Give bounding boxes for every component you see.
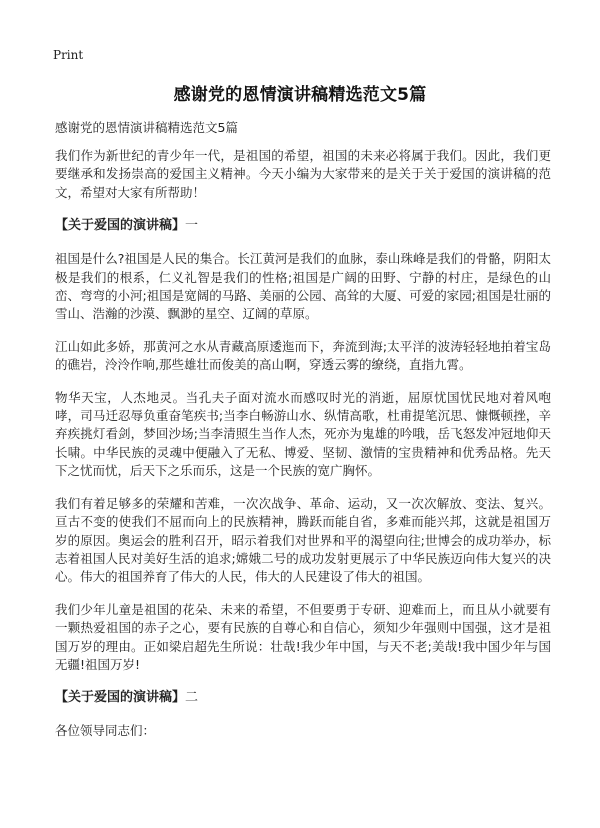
closing-line: 各位领导同志们：: [55, 723, 156, 739]
section-heading-2: [55, 688, 551, 708]
body-paragraph: 江山如此多娇，那黄河之水从青藏高原逶迤而下，奔流到海;太平洋的波涛轻轻地拍着宝岛的礁岩，泠泠作响,那些雄壮而俊美的高山啊，穿透云雾的缭绕，直指九霄。: [55, 338, 551, 373]
body-paragraph: 我们有着足够多的荣耀和苦难，一次次战争、革命、运动，又一次次解放、变法、复兴。亘古不变的使我们不屈而向上的民族精神，腾跃而能自省，多难而能兴邦，这就是祖国万岁的原因。奥运会的胜利召开，昭示着我们对世界和平的渴望向往;世博会的成功举办，标志着祖国人民对美好生活的追求;嫦娥二号的成功发射更展示了中华民族迈向伟大复兴的决心。伟大的祖国养育了伟大的人民，伟大的人民建设了伟大的祖国。: [55, 495, 551, 585]
section-heading-label: 【关于爱国的演讲稿】: [55, 218, 186, 234]
section-heading-number: 二: [185, 690, 199, 706]
document-body: [55, 118, 551, 755]
page-title: 感谢党的恩情演讲稿精选范文5篇: [173, 85, 427, 105]
section-heading-label: 【关于爱国的演讲稿】: [55, 690, 186, 706]
body-paragraph: 祖国是什么?祖国是人民的集合。长江黄河是我们的血脉，泰山珠峰是我们的骨骼，阴阳太极是我们的根系，仁义礼智是我们的性格;祖国是广阔的田野、宁静的村庄，是绿色的山峦、弯弯的小河;祖国是宽阔的马路、美丽的公园、高耸的大厦、可爱的家园;祖国是壮丽的雪山、浩瀚的沙漠、飘渺的星空、辽阔的草原。: [55, 251, 551, 322]
section-heading-number: 一: [185, 218, 199, 234]
intro-paragraph: 我们作为新世纪的青少年一代，是祖国的希望，祖国的未来必将属于我们。因此，我们更要继承和发扬崇高的爱国主义精神。今天小编为大家带来的是关于关于爱国的演讲稿的范文，希望对大家有所帮助！: [55, 148, 551, 200]
print-link[interactable]: Print: [53, 48, 84, 62]
body-paragraph: 物华天宝，人杰地灵。当孔夫子面对流水而感叹时光的消逝，屈原忧国忧民地对着风咆哮，司马迁忍辱负重奋笔疾书;当李白畅游山水、纵情高歌，杜甫提笔沉思、慷慨顿挫，辛弃疾挑灯看剑，梦回沙场;当李清照生当作人杰，死亦为鬼雄的吟哦，岳飞怒发冲冠地仰天长啸。中华民族的灵魂中便融入了无私、博爱、坚韧、激情的宝贵精神和优秀品格。先天下之忧而忧，后天下之乐而乐，这是一个民族的宽广胸怀。: [55, 389, 551, 479]
section-heading-1: [55, 216, 551, 236]
subtitle: 感谢党的恩情演讲稿精选范文5篇: [55, 120, 238, 135]
body-paragraph: 我们少年儿童是祖国的花朵、未来的希望，不但要勇于专研、迎难而上，而且从小就要有一颗热爱祖国的赤子之心，要有民族的自尊心和自信心，须知少年强则中国强，这才是祖国万岁的理由。正如梁启超先生所说：壮哉!我少年中国，与天不老;美哉!我中国少年与国无疆!祖国万岁!: [55, 601, 551, 672]
